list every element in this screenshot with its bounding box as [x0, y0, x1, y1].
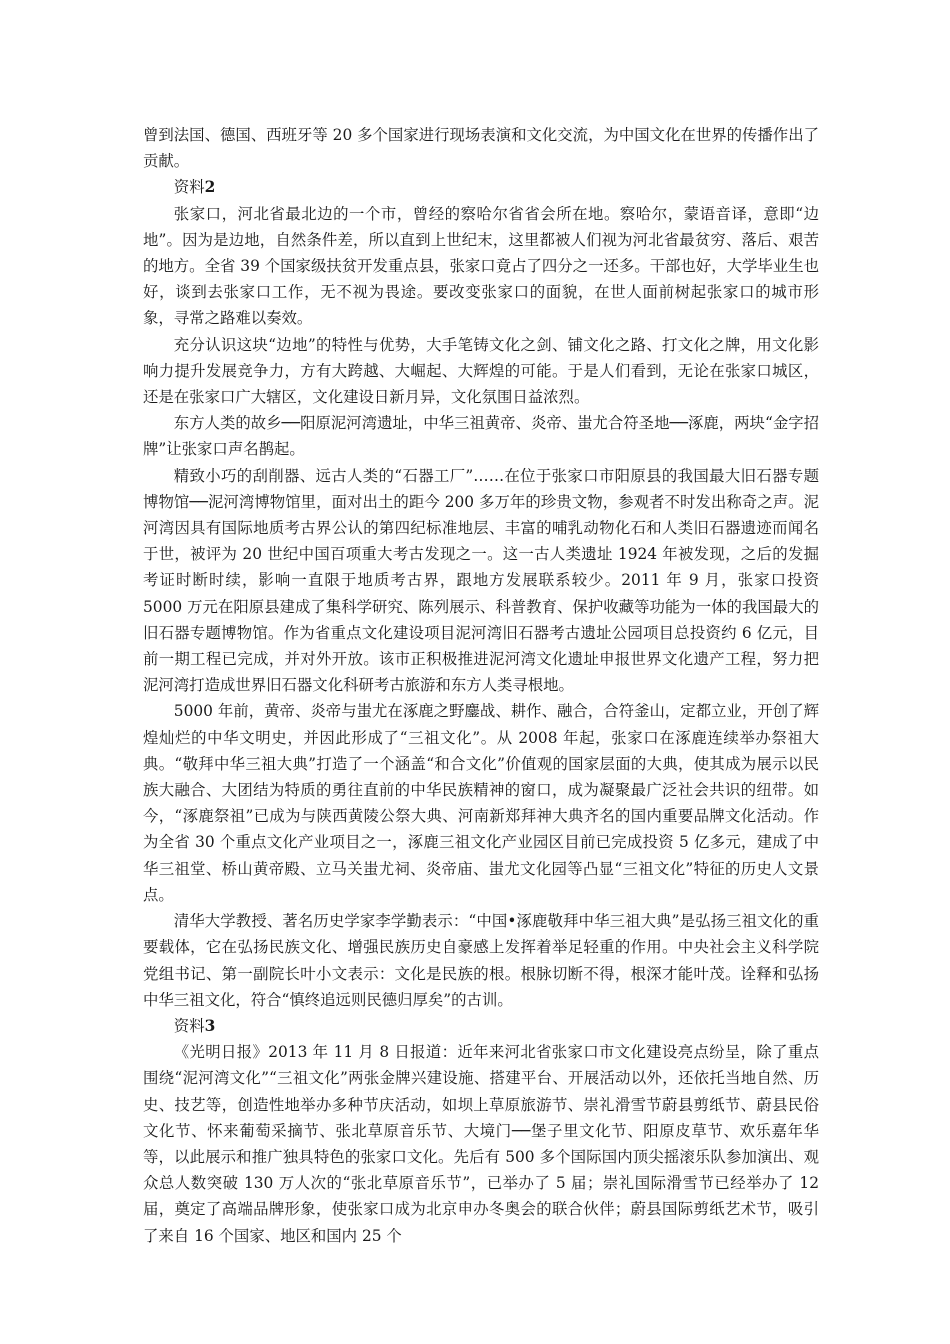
heading-number: 3	[204, 1016, 216, 1035]
paragraph-guangming-report: 《光明日报》2013 年 11 月 8 日报道：近年来河北省张家口市文化建设亮点纷呈，除了重点围绕“泥河湾文化”“三祖文化”两张金牌兴建设施、搭建平台、开展活动以外，还依托当地自然、历史、技艺等，创造性地举办多种节庆活动，如坝上草原旅游节、崇礼滑雪节蔚县剪纸节、蔚县民俗文化节、怀来葡萄采摘节、张北草原音乐节、大境门──堡子里文化节、阳原皮草节、欢乐嘉年华等，以此展示和推广独具特色的张家口文化。先后有 500 多个国际国内顶尖摇滚乐队参加演出、观众总人数突破 130 万人次的“张北草原音乐节”，已举办了 5 届；崇礼国际滑雪节已经举办了 12 届，奠定了高端品牌形象，使张家口成为北京申办冬奥会的联合伙伴；蔚县国际剪纸艺术节，吸引了来自 16 个国家、地区和国内 25 个	[143, 1043, 819, 1245]
heading-label: 资料	[173, 178, 205, 197]
heading-number: 2	[204, 178, 216, 197]
paragraph-frontier-advantage: 充分认识这块“边地”的特性与优势，大手笔铸文化之剑、铺文化之路、打文化之牌，用文化影响力提升发展竞争力，方有大跨越、大崛起、大辉煌的可能。于是人们看到，无论在张家口城区，还是在张家口广大辖区，文化建设日新月异，文化氛围日益浓烈。	[143, 335, 819, 407]
section-heading-material-3	[143, 1013, 819, 1039]
section-heading-material-2	[143, 174, 819, 200]
paragraph-expert-quotes: 清华大学教授、著名历史学家李学勤表示：“中国•涿鹿敬拜中华三祖大典”是弘扬三祖文化的重要载体，它在弘扬民族文化、增强民族历史自豪感上发挥着举足轻重的作用。中央社会主义科学院党组书记、第一副院长叶小文表示：文化是民族的根。根脉切断不得，根深才能叶茂。诠释和弘扬中华三祖文化，符合“慎终追远则民德归厚矣”的古训。	[143, 912, 819, 1009]
paragraph-three-ancestors: 5000 年前，黄帝、炎帝与蚩尤在涿鹿之野鏖战、耕作、融合，合符釜山，定都立业，开创了辉煌灿烂的中华文明史，并因此形成了“三祖文化”。从 2008 年起，张家口在涿鹿连续举办祭祖大典。“敬拜中华三祖大典”打造了一个涵盖“和合文化”价值观的国家层面的大典，使其成为展示以民族大融合、大团结为特质的勇往直前的中华民族精神的窗口，成为凝聚最广泛社会共识的纽带。如今，“涿鹿祭祖”已成为与陕西黄陵公祭大典、河南新郑拜神大典齐名的国内重要品牌文化活动。作为全省 30 个重点文化产业项目之一，涿鹿三祖文化产业园区目前已完成投资 5 亿多元，建成了中华三祖堂、桥山黄帝殿、立马关蚩尤祠、炎帝庙、蚩尤文化园等凸显“三祖文化”特征的历史人文景点。	[143, 702, 819, 904]
paragraph-continuation: 曾到法国、德国、西班牙等 20 多个国家进行现场表演和文化交流，为中国文化在世界的传播作出了贡献。	[143, 126, 819, 171]
document-page	[143, 122, 819, 1249]
paragraph-golden-signboards: 东方人类的故乡──阳原泥河湾遗址，中华三祖黄帝、炎帝、蚩尤合符圣地──涿鹿，两块“金字招牌”让张家口声名鹊起。	[143, 414, 819, 459]
paragraph-zhangjiakou-intro: 张家口，河北省最北边的一个市，曾经的察哈尔省省会所在地。察哈尔，蒙语音译，意即“边地”。因为是边地，自然条件差，所以直到上世纪末，这里都被人们视为河北省最贫穷、落后、艰苦的地方。全省 39 个国家级扶贫开发重点县，张家口竟占了四分之一还多。干部也好，大学毕业生也好，谈到去张家口工作，无不视为畏途。要改变张家口的面貌，在世人面前树起张家口的城市形象，寻常之路难以奏效。	[143, 204, 819, 328]
paragraph-nihewan-museum: 精致小巧的刮削器、远古人类的“石器工厂”……在位于张家口市阳原县的我国最大旧石器专题博物馆──泥河湾博物馆里，面对出土的距今 200 多万年的珍贵文物，参观者不时发出称奇之声。泥河湾因具有国际地质考古界公认的第四纪标准地层、丰富的哺乳动物化石和人类旧石器遗迹而闻名于世，被评为 20 世纪中国百项重大考古发现之一。这一古人类遗址 1924 年被发现，之后的发掘考证时断时续，影响一直限于地质考古界，跟地方发展联系较少。2011 年 9 月，张家口投资 5000 万元在阳原县建成了集科学研究、陈列展示、科普教育、保护收藏等功能为一体的我国最大的旧石器专题博物馆。作为省重点文化建设项目泥河湾旧石器考古遗址公园项目总投资约 6 亿元，目前一期工程已完成，并对外开放。该市正积极推进泥河湾文化遗址申报世界文化遗产工程，努力把泥河湾打造成世界旧石器文化科研考古旅游和东方人类寻根地。	[143, 466, 819, 695]
heading-label: 资料	[173, 1016, 205, 1035]
